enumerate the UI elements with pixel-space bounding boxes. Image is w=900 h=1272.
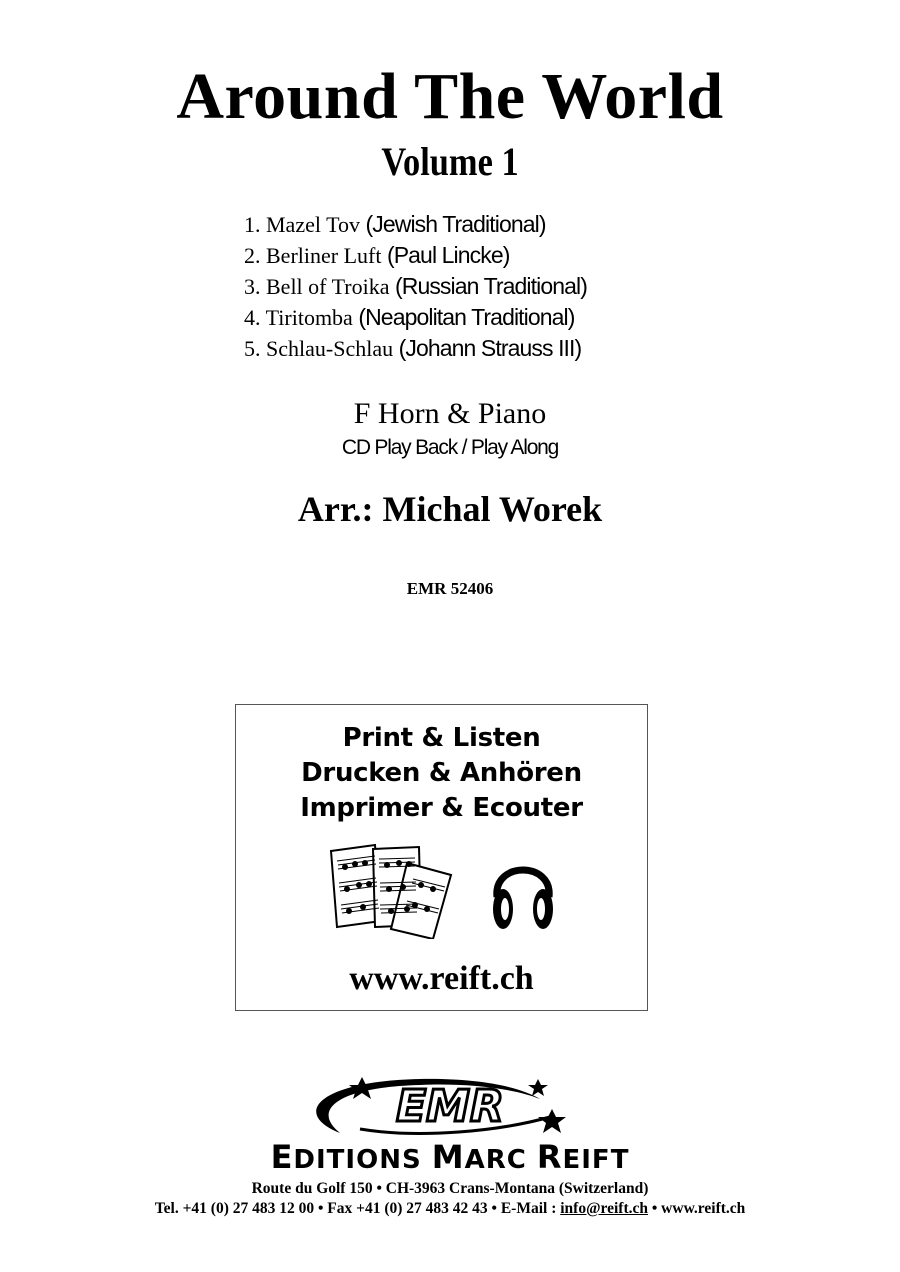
track-number: 1. xyxy=(244,212,266,237)
publisher-address: Route du Golf 150 • CH-3963 Crans-Montana (Switzerland) xyxy=(251,1180,649,1197)
track-composer: (Neapolitan Traditional) xyxy=(358,304,575,330)
cd-playback-line: CD Play Back / Play Along xyxy=(341,436,559,459)
track-item xyxy=(244,271,764,302)
print-listen-line: Drucken & Anhören xyxy=(301,758,582,788)
track-number: 2. xyxy=(244,243,266,268)
email-link[interactable]: info@reift.ch xyxy=(560,1200,648,1217)
catalog-number: EMR 52406 xyxy=(406,579,494,598)
print-listen-box xyxy=(235,704,648,1011)
track-composer: (Paul Lincke) xyxy=(386,242,510,268)
track-composer: (Russian Traditional) xyxy=(394,273,587,299)
arranger: Arr.: Michal Worek xyxy=(297,489,603,529)
track-number: 4. xyxy=(244,305,266,330)
instrumentation: F Horn & Piano xyxy=(353,397,547,430)
track-title: Berliner Luft xyxy=(266,243,387,268)
track-item xyxy=(244,209,764,240)
website-link[interactable]: www.reift.ch xyxy=(349,960,534,997)
track-composer: (Jewish Traditional) xyxy=(365,211,546,237)
track-item xyxy=(244,240,764,271)
emr-logo xyxy=(300,1073,600,1137)
volume-subtitle: Volume 1 xyxy=(381,139,519,184)
publisher-contact: Tel. +41 (0) 27 483 12 00 • Fax +41 (0) 27 483 42 43 • E-Mail : info@reift.ch • www.reift.ch xyxy=(154,1200,746,1217)
track-number: 3. xyxy=(244,274,266,299)
track-number: 5. xyxy=(244,336,266,361)
track-composer: (Johann Strauss III) xyxy=(398,335,582,361)
track-list xyxy=(244,209,764,364)
track-item xyxy=(244,333,764,364)
emr-logo-text: EMR xyxy=(396,1081,504,1132)
track-title: Tiritomba xyxy=(265,305,359,330)
track-item xyxy=(244,302,764,333)
track-title: Schlau-Schlau xyxy=(266,336,399,361)
cover-title: Around The World xyxy=(176,60,724,133)
print-listen-line: Print & Listen xyxy=(342,723,541,753)
track-title: Bell of Troika xyxy=(266,274,395,299)
headphones-icon xyxy=(489,851,557,933)
sheet-music-icon xyxy=(329,843,459,939)
track-title: Mazel Tov xyxy=(266,212,366,237)
publisher-name: EDITIONS MARC REIFT xyxy=(270,1138,630,1176)
print-listen-line: Imprimer & Ecouter xyxy=(300,793,583,823)
